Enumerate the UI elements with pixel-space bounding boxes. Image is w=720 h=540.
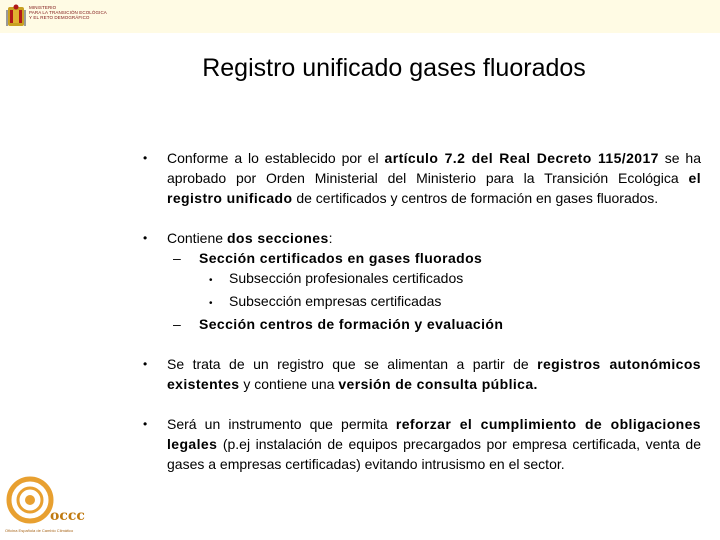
ministry-logo bbox=[4, 4, 114, 30]
bullet-icon: • bbox=[143, 151, 148, 165]
bullet-icon: • bbox=[143, 417, 148, 431]
coat-of-arms-icon bbox=[6, 4, 26, 30]
list-item: • Contiene dos secciones: – Sección certificados en gases fluorados • Subsección profesionales certificados • Subsección empresas certificadas – Sección centros de formación y evaluación bbox=[139, 228, 701, 334]
section-item: – Sección centros de formación y evaluación bbox=[173, 316, 504, 332]
bullet-icon: • bbox=[143, 357, 148, 371]
list-item: • Será un instrumento que permita reforzar el cumplimiento de obligaciones legales (p.ej instalación de equipos precargados por empresa certificada, venta de gases a empresas certificadas) evitando intrusismo en el sector. bbox=[143, 416, 701, 472]
occc-logo-icon bbox=[4, 470, 100, 536]
page-title: Registro unificado gases fluorados bbox=[202, 54, 586, 82]
occc-logo-name: occc bbox=[50, 508, 85, 524]
subsection-item: • Subsección profesionales certificados bbox=[209, 270, 464, 286]
subsection-item: • Subsección empresas certificadas bbox=[209, 293, 442, 309]
list-item: • Conforme a lo establecido por el artículo 7.2 del Real Decreto 115/2017 se ha aprobado por Orden Ministerial del Ministerio para la Transición Ecológica el registro unificado de certificados y centros de formación en gases fluorados. bbox=[143, 150, 701, 206]
occc-logo-caption: Oficina Española de Cambio Climático bbox=[5, 528, 74, 533]
bullet-list bbox=[139, 148, 701, 474]
bullet-icon: • bbox=[143, 231, 148, 245]
list-item: • Se trata de un registro que se alimentan a partir de registros autonómicos existentes y contiene una versión de consulta pública. bbox=[143, 356, 701, 392]
header-bar bbox=[0, 0, 720, 33]
ministry-name: MINISTERIO PARA LA TRANSICIÓN ECOLÓGICA Y EL RETO DEMOGRÁFICO bbox=[29, 5, 107, 21]
section-item: – Sección certificados en gases fluorados bbox=[173, 250, 483, 266]
